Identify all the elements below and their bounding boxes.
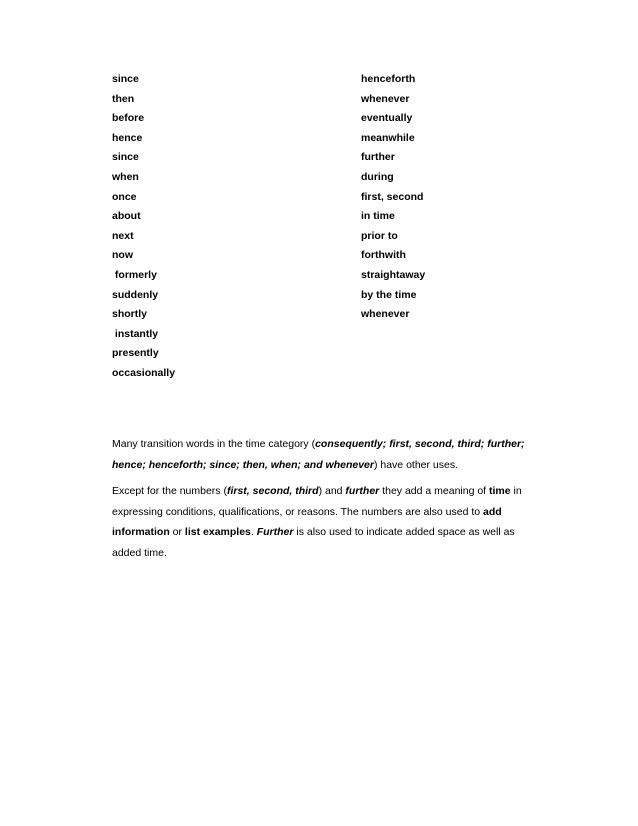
text-run: ) and [318,485,346,497]
word-item: presently [112,347,159,360]
emphasized-further: further [345,485,380,497]
word-item: then [112,92,135,105]
emphasized-further-2: Further [256,526,294,538]
paragraph-other-uses [112,434,532,475]
word-item: first, second [361,190,424,203]
word-item: formerly [112,268,157,281]
bold-add-information: add information [112,505,502,538]
word-item: since [112,151,139,164]
word-item: once [112,190,137,203]
text-run: in expressing conditions, qualifications, or reasons. The numbers are also used to [112,485,522,518]
word-item: in time [361,210,395,223]
paragraph-exceptions [112,481,532,563]
emphasized-word-list: consequently; first, second, third; further; hence; henceforth; since; then, when; and whenever [112,438,525,471]
word-item: by the time [361,288,417,301]
word-item: now [112,249,133,262]
right-word-list [361,70,425,325]
word-item: when [112,170,139,183]
word-item: hence [112,131,143,144]
word-item: instantly [112,327,159,340]
text-run: is also used to indicate added space as well as added time. [112,526,515,559]
bold-time: time [489,485,511,497]
emphasized-numbers: first, second, third [226,485,319,497]
word-item: further [361,151,395,164]
word-item: whenever [361,92,410,105]
word-item: eventually [361,112,413,125]
explanation-text [112,434,532,569]
text-run: Except for the numbers ( [112,485,227,497]
word-item: forthwith [361,249,406,262]
left-word-list [112,70,175,384]
word-item: occasionally [112,366,176,379]
text-run: . [250,526,257,538]
word-item: about [112,210,141,223]
bold-list-examples: list examples [184,526,251,538]
word-item: prior to [361,229,398,242]
word-item: since [112,73,139,85]
word-item: straightaway [361,268,426,281]
text-run: ) have other uses. [373,458,459,471]
word-item: whenever [361,308,410,321]
text-run: Many transition words in the time category ( [112,438,316,450]
word-item: suddenly [112,288,159,301]
word-item: henceforth [361,73,416,85]
text-run: or [169,526,185,538]
text-run: they add a meaning of [379,485,490,497]
word-item: shortly [112,308,148,321]
word-item: before [112,112,145,125]
word-item: meanwhile [361,131,415,144]
word-item: next [112,229,134,242]
word-item: during [361,170,394,183]
